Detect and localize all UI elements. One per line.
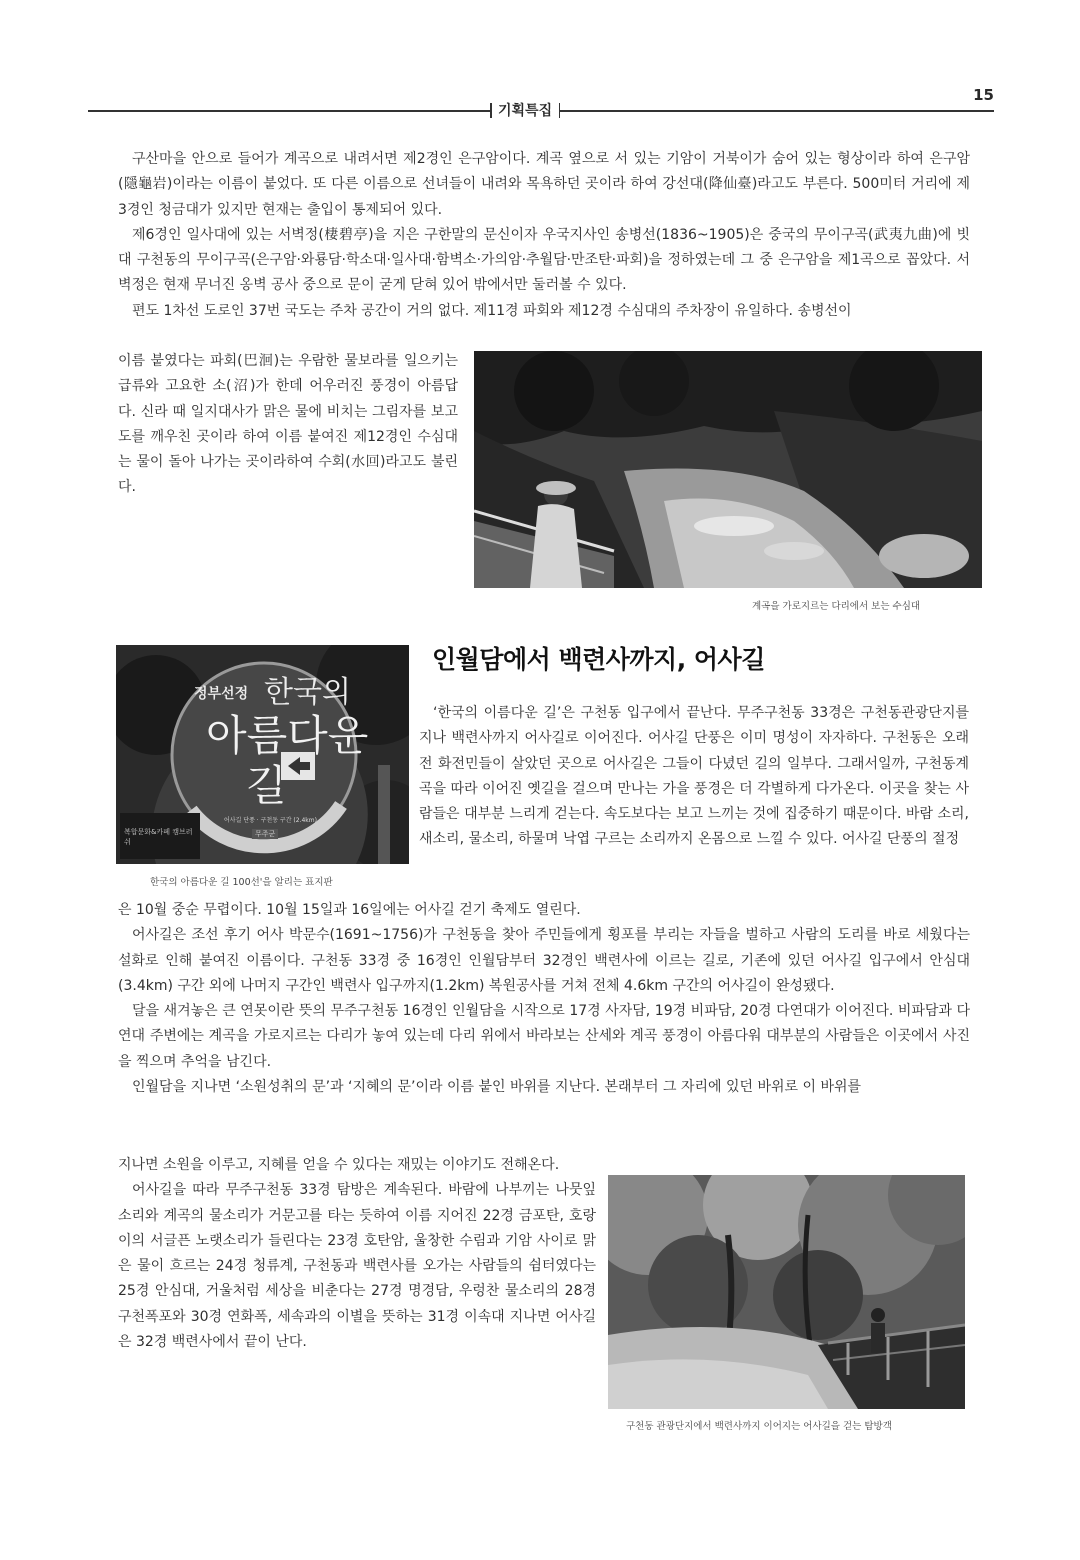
- paragraph: 구산마을 안으로 들어가 계곡으로 내려서면 제2경인 은구암이다. 계곡 옆으로 서 있는 기암이 거북이가 숨어 있는 형상이라 하여 은구암(隱龜岩)이라는 이름이 붙었다. 또 다른 이름으로 선녀들이 내려와 목욕하던 곳이라 하여 강선대(降仙臺)라고도 부른다. 500미터 거리에 제3경인 청금대가 있지만 현재는 출입이 통제되어 있다.: [118, 151, 970, 218]
- sign-line-b: 한국의: [264, 675, 351, 710]
- photo-caption: 한국의 아름다운 길 100선'을 알리는 표지판: [150, 877, 333, 888]
- sign-line-c: 아름다운: [206, 711, 369, 760]
- sign-line-a: 정부선정: [194, 686, 249, 702]
- forest-trail-photo: [608, 1175, 965, 1409]
- paragraph: 은 10월 중순 무렵이다. 10월 15일과 16일에는 어사길 걷기 축제도 열린다.: [118, 902, 581, 918]
- valley-bridge-photo: [474, 351, 982, 588]
- paragraph: 인월담을 지나면 ‘소원성취의 문’과 ‘지혜의 문’이라 이름 붙인 바위를 지난다. 본래부터 그 자리에 있던 바위로 이 바위를: [132, 1079, 862, 1096]
- article-heading: 인월담에서 백련사까지, 어사길: [432, 645, 765, 674]
- sign-small-text: 무주군: [252, 829, 278, 839]
- paragraph: 달을 새겨놓은 큰 연못이란 뜻의 무주구천동 16경인 인월담을 시작으로 17경 사자담, 19경 비파담, 20경 다연대가 이어진다. 비파담과 다연대 주변에는 계곡을 가로지르는 다리가 놓여 있는데 다리 위에서 바라보는 산세와 계곡 풍경이 아름다워 대부분의 사람들은 이곳에서 사진을 찍으며 추억을 남긴다.: [118, 1003, 970, 1070]
- pahoe-text: [118, 349, 458, 501]
- paragraph: ‘한국의 이름다운 길’은 구천동 입구에서 끝난다. 무주구천동 33경은 구천동관광단지를 지나 백련사까지 어사길로 이어진다. 어사길 단풍은 이미 명성이 자자하다. 구천동은 오래전 화전민들이 살았던 곳으로 어사길은 그들이 다녔던 길의 일부다. 그래서일까, 구천동계곡을 따라 이어진 옛길을 걸으며 만나는 가을 풍경은 더 각별하게 다가온다. 이곳을 찾는 사람들은 대부분 느리게 걷는다. 속도보다는 보고 느끼는 것에 집중하기 때문이다. 바람 소리, 새소리, 물소리, 하물며 낙엽 구르는 소리까지 온몸으로 느낄 수 있다. 어사길 단풍의 절정: [419, 705, 969, 848]
- photo-caption: 구천동 관광단지에서 백련사까지 이어지는 어사길을 걷는 탐방객: [626, 1421, 892, 1432]
- scenery-text: [118, 1153, 596, 1355]
- paragraph: 어사길은 조선 후기 어사 박문수(1691~1756)가 구천동을 찾아 주민들에게 횡포를 부리는 자들을 벌하고 사람의 도리를 바로 세웠다는 설화로 인해 붙여진 이름이다. 구천동 33경 중 16경인 인월담부터 32경인 백련사에 이르는 길로, 기존에 있던 어사길 입구에서 안심대(3.4km) 구간 외에 나머지 구간인 백련사 입구까지(1.2km) 복원공사를 거쳐 전체 4.6km 구간의 어사길이 완성됐다.: [118, 927, 970, 994]
- eosagil-text: [118, 898, 970, 1100]
- intro-text: [118, 147, 970, 324]
- paragraph: 이름 붙였다는 파회(巴洄)는 우람한 물보라를 일으키는 급류와 고요한 소(沼)가 한데 어우러진 풍경이 아름답다. 신라 때 일지대사가 맑은 물에 비치는 그림자를 보고 도를 깨우친 곳이라 하여 이름 붙여진 제12경인 수심대는 물이 돌아 나가는 곳이라하여 수회(水回)라고도 불린다.: [118, 353, 458, 496]
- sign-line-d: 길: [246, 761, 287, 810]
- photo-caption: 계곡을 가로지르는 다리에서 보는 수심대: [752, 601, 921, 612]
- paragraph: 편도 1차선 도로인 37번 국도는 주차 공간이 거의 없다. 제11경 파회와 제12경 수심대의 주차장이 유일하다. 송병선이: [132, 302, 852, 319]
- eosagil-intro-text: [419, 701, 969, 853]
- section-label: 기획특집: [490, 100, 560, 120]
- sign-small-text: 복합문화&카페 캠브러쉬: [124, 828, 193, 846]
- paragraph: 제6경인 일사대에 있는 서벽정(棲碧亭)을 지은 구한말의 문신이자 우국지사인 송병선(1836~1905)은 중국의 무이구곡(武夷九曲)에 빗대 구천동의 무이구곡(은구암·와룡담·학소대·일사대·함벽소·가의암·추월담·만조탄·파회)을 정하였는데 그 중 은구암을 제1곡으로 꼽았다. 서벽정은 현재 무너진 옹벽 공사 중으로 문이 굳게 닫혀 있어 밖에서만 둘러볼 수 있다.: [118, 226, 970, 294]
- sign-small-text: 어사길 단풍 · 구천동 구간 (2.4km): [224, 817, 317, 824]
- beautiful-road-sign-photo: [116, 645, 409, 864]
- paragraph: 어사길을 따라 무주구천동 33경 탐방은 계속된다. 바람에 나부끼는 나뭇잎 소리와 계곡의 물소리가 거문고를 타는 듯하여 이름 지어진 22경 금포탄, 호랑이의 서글픈 노랫소리가 들린다는 23경 호탄암, 울창한 수림과 기암 사이로 맑은 물이 흐르는 24경 청류계, 구천동과 백련사를 오가는 사람들의 쉼터였다는 25경 안심대, 거울처럼 세상을 비춘다는 27경 명경담, 우렁찬 물소리의 28경 구천폭포와 30경 연화폭, 세속과의 이별을 뜻하는 31경 이속대 지나면 어사길은 32경 백련사에서 끝이 난다.: [118, 1182, 596, 1351]
- page-number: 15: [973, 86, 994, 104]
- paragraph: 지나면 소원을 이루고, 지혜를 얻을 수 있다는 재밌는 이야기도 전해온다.: [118, 1157, 560, 1173]
